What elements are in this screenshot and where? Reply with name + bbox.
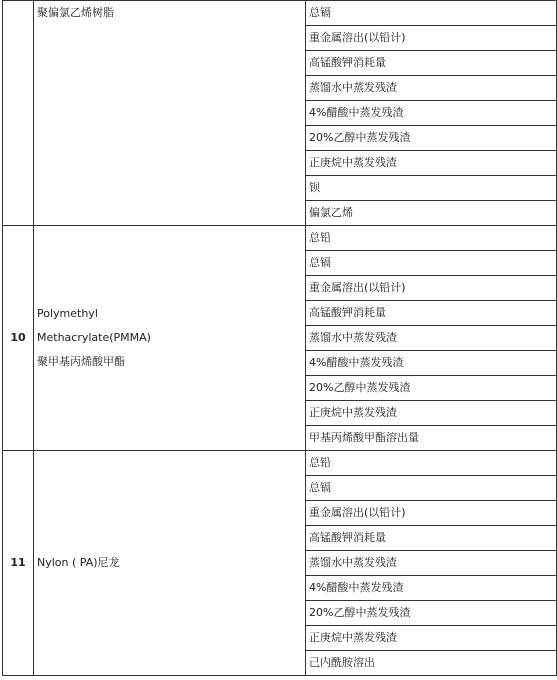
- test-item: 正庚烷中蒸发残渣: [306, 626, 557, 651]
- table-body: [3, 1, 557, 676]
- group-number: 11: [3, 451, 34, 676]
- group-number: [3, 1, 34, 226]
- material-name-line: 聚偏氯乙烯树脂: [37, 6, 114, 19]
- test-item: 4%醋酸中蒸发残渣: [306, 101, 557, 126]
- test-item: 4%醋酸中蒸发残渣: [306, 576, 557, 601]
- test-item: 己内酰胺溶出: [306, 651, 557, 676]
- material-name-line: Methacrylate(PMMA): [37, 331, 151, 344]
- table-row: [3, 451, 557, 476]
- test-item: 甲基丙烯酸甲酯溶出量: [306, 426, 557, 451]
- group-number: 10: [3, 226, 34, 451]
- test-item: 偏氯乙烯: [306, 201, 557, 226]
- test-item: 总铅: [306, 451, 557, 476]
- test-item: 正庚烷中蒸发残渣: [306, 401, 557, 426]
- test-item: 总铅: [306, 226, 557, 251]
- test-item: 20%乙醇中蒸发残渣: [306, 376, 557, 401]
- table-row: [3, 226, 557, 251]
- test-item: 正庚烷中蒸发残渣: [306, 151, 557, 176]
- material-name: [34, 1, 306, 226]
- material-name: [34, 451, 306, 676]
- table-row: [3, 1, 557, 26]
- material-name: [34, 226, 306, 451]
- test-item: 蒸馏水中蒸发残渣: [306, 76, 557, 101]
- test-item: 高锰酸钾消耗量: [306, 526, 557, 551]
- test-item: 总镉: [306, 1, 557, 26]
- test-item: 蒸馏水中蒸发残渣: [306, 551, 557, 576]
- test-item: 重金属溶出(以铅计): [306, 501, 557, 526]
- test-item: 重金属溶出(以铅计): [306, 26, 557, 51]
- material-name-line: Polymethyl: [37, 307, 98, 320]
- material-name-line: Nylon ( PA)尼龙: [37, 556, 120, 569]
- test-item: 20%乙醇中蒸发残渣: [306, 601, 557, 626]
- test-item: 4%醋酸中蒸发残渣: [306, 351, 557, 376]
- test-item: 蒸馏水中蒸发残渣: [306, 326, 557, 351]
- test-items-table: [2, 0, 557, 676]
- test-item: 钡: [306, 176, 557, 201]
- test-item: 20%乙醇中蒸发残渣: [306, 126, 557, 151]
- test-item: 重金属溶出(以铅计): [306, 276, 557, 301]
- test-item: 高锰酸钾消耗量: [306, 51, 557, 76]
- test-item: 总镉: [306, 251, 557, 276]
- material-name-line: 聚甲基丙烯酸甲酯: [37, 355, 125, 368]
- test-item: 总镉: [306, 476, 557, 501]
- test-item: 高锰酸钾消耗量: [306, 301, 557, 326]
